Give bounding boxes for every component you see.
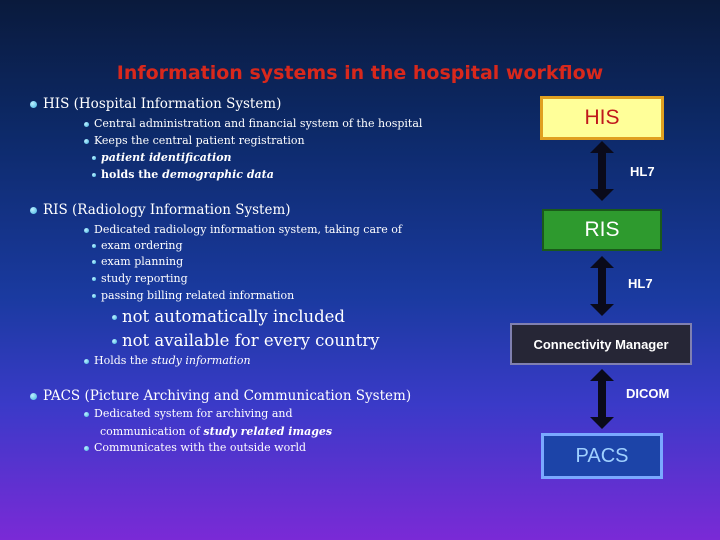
ris-note-1: not automatically included [112,307,345,326]
his-subitem-1: patient identification [92,151,232,164]
ris-item-1: Dedicated radiology information system, taking care of [84,223,402,236]
slide-title: Information systems in the hospital workflow [116,62,604,84]
pacs-heading: PACS (Picture Archiving and Communication System) [30,388,411,404]
bullet-icon [112,315,117,320]
pacs-item-2: Communicates with the outside world [84,441,306,454]
his-subitem-2: holds the demographic data [92,168,274,181]
his-item-2: Keeps the central patient registration [84,134,305,147]
bullet-icon [92,173,96,177]
bullet-icon [84,139,89,144]
bullet-icon [92,277,96,281]
bullet-icon [92,260,96,264]
double-arrow-icon [590,141,614,201]
ris-box: RIS [542,209,662,251]
double-arrow-icon [590,369,614,429]
bullet-icon [84,359,89,364]
connectivity-manager-box: Connectivity Manager [510,323,692,365]
ris-study: Holds the study information [84,354,251,367]
ris-item-5: passing billing related information [92,289,294,302]
bullet-icon [92,156,96,160]
ris-item-2: exam ordering [92,239,183,252]
bullet-icon [30,101,37,108]
his-item-1: Central administration and financial system of the hospital [84,117,422,130]
bullet-icon [30,393,37,400]
ris-note-2: not available for every country [112,331,379,350]
ris-heading: RIS (Radiology Information System) [30,202,291,218]
pacs-box: PACS [541,433,663,479]
ris-item-4: study reporting [92,272,188,285]
double-arrow-icon [590,256,614,316]
hl7-label-1: HL7 [630,164,655,179]
bullet-icon [84,412,89,417]
pacs-item-1: Dedicated system for archiving and [84,407,293,420]
bullet-icon [84,228,89,233]
dicom-label: DICOM [626,386,670,401]
bullet-icon [84,122,89,127]
his-box: HIS [540,96,664,140]
hl7-label-2: HL7 [628,276,653,291]
bullet-icon [112,339,117,344]
pacs-item-1-cont: communication of study related images [100,425,333,438]
his-heading: HIS (Hospital Information System) [30,96,281,112]
bullet-icon [84,446,89,451]
bullet-icon [92,244,96,248]
bullet-icon [92,294,96,298]
ris-item-3: exam planning [92,255,183,268]
bullet-icon [30,207,37,214]
